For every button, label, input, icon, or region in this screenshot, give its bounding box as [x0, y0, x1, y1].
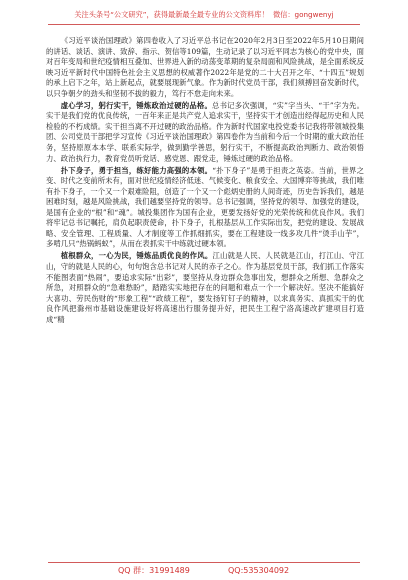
- paragraph-intro: 《习近平谈治国理政》第四卷收入了习近平总书记在2020年2月3日至2022年5月10日期间的讲话、谈话、演讲、致辞、指示、贺信等109篇，生动记录了以习近平同志为核心的党中央，面对百年变局和世纪疫情相互叠加、世界进入新的动荡变革期的复杂局面和风险挑战，是全面系统反映习近平新时代中国特色社会主义思想的权威著作2022年是党的二十大召开之年、“十四五”规划的承上启下之年，站上新起点，就要展现新气象。作为新时代党员干部，我们须搏回奋发新时代，以只争朝夕的劲头和坚韧不拔的毅力，笃行不怠走向未来。: [46, 36, 364, 98]
- paragraph-responsibility-text: “扑下身子”是勇于担责之英姿。当前，世界之变、时代之变前所未有，面对世纪疫情经济低迷、气候变化、粮食安全、大国博弈等挑战，我们唯有扑下身子，一个又一个艰难险阻，创造了一个又一个彪炳史册的人间奇迹，历史告诉我们，越是困难时刻，越是风险挑战，我们越要坚持党的领导。总书记强调，坚持党的领导、加强党的建设，是国有企业的“根”和“魂”。城投集团作为国有企业，更要发扬好党的光荣传统和优良作风。我们将牢记总书记嘱托，肩负起职责使命，扑下身子，扎根基层从工作实际出发，把党的建设、发展战略、安全管理、工程质量、人才制度等工作抓细抓实，要在工程建设一线多攻几件“烫手山芋”，多啃几只“热锅蚂蚁”，从而在表抓实干中练就过硬本领。: [46, 165, 364, 249]
- header-wechat-text: 微信：gongwenyj: [272, 10, 334, 19]
- header-promo-text: 关注头条号“公文研究”，获得最新最全最专业的公文资料库！: [74, 10, 269, 19]
- paragraph-responsibility-lead: 扑下身子，勇于担当，练好能力高强的本领。: [60, 165, 213, 175]
- header-banner: [0, 8, 408, 22]
- footer-qq-group: QQ 群：31991489: [118, 566, 190, 575]
- article-body: [46, 36, 364, 327]
- paragraph-study-lead: 虚心学习，躬行实干，锤炼政治过硬的品格。: [60, 100, 213, 110]
- footer: [0, 564, 408, 578]
- footer-divider: [48, 562, 360, 563]
- paragraph-people: [46, 251, 364, 325]
- paragraph-responsibility: [46, 166, 364, 250]
- paragraph-study-text: 总书记多次强调，“实”字当头、“干”字为先。实干是我们党的优良传统，一百年来正是共产党人追求实干，坚持实干才创造出经得起历史和人民检验的不朽成绩。实干担当离不开过硬的政治品格。作为新时代国家电投党委书记我将带领城投集团、公司党员干部把学习宣传《习近平谈治国理政》第四卷作为当前和今后一个时期的重大政治任务，坚持原原本本学、联系实际学，做到勤学善思，躬行实干，不断提高政治判断力、政治领悟力、政治执行力，教育党员听党话、感党恩、跟党走，锤炼过硬的政治品格。: [46, 100, 364, 163]
- paragraph-people-text: 江山就是人民、人民就是江山，打江山、守江山，守的就是人民的心，句句饱含总书记对人民的赤子之心。作为基层党员干部，我们抓工作落实不能图表面“热闹”，要追求实际“出彩”，要坚持从身边群众急事出发，想群众之所想、急群众之所急，对照群众的“急难愁盼”，踏踏实实地把存在的问题和难点一个一个解决好。坚决不能搞好大喜功、劳民伤财的“形象工程”“政绩工程”，要发扬钉钉子的精神，以求真务实、真抓实干的优良作风把滁州市基础设施建设好将高速出行服务提升好，把民生工程宁洛高速改扩建项目打造成“精: [46, 251, 364, 324]
- footer-qq-number: QQ:535304092: [228, 566, 290, 575]
- paragraph-people-lead: 植根群众，一心为民，锤炼品质优良的作风。: [60, 251, 213, 261]
- header-divider: [48, 24, 360, 25]
- paragraph-study: [46, 101, 364, 164]
